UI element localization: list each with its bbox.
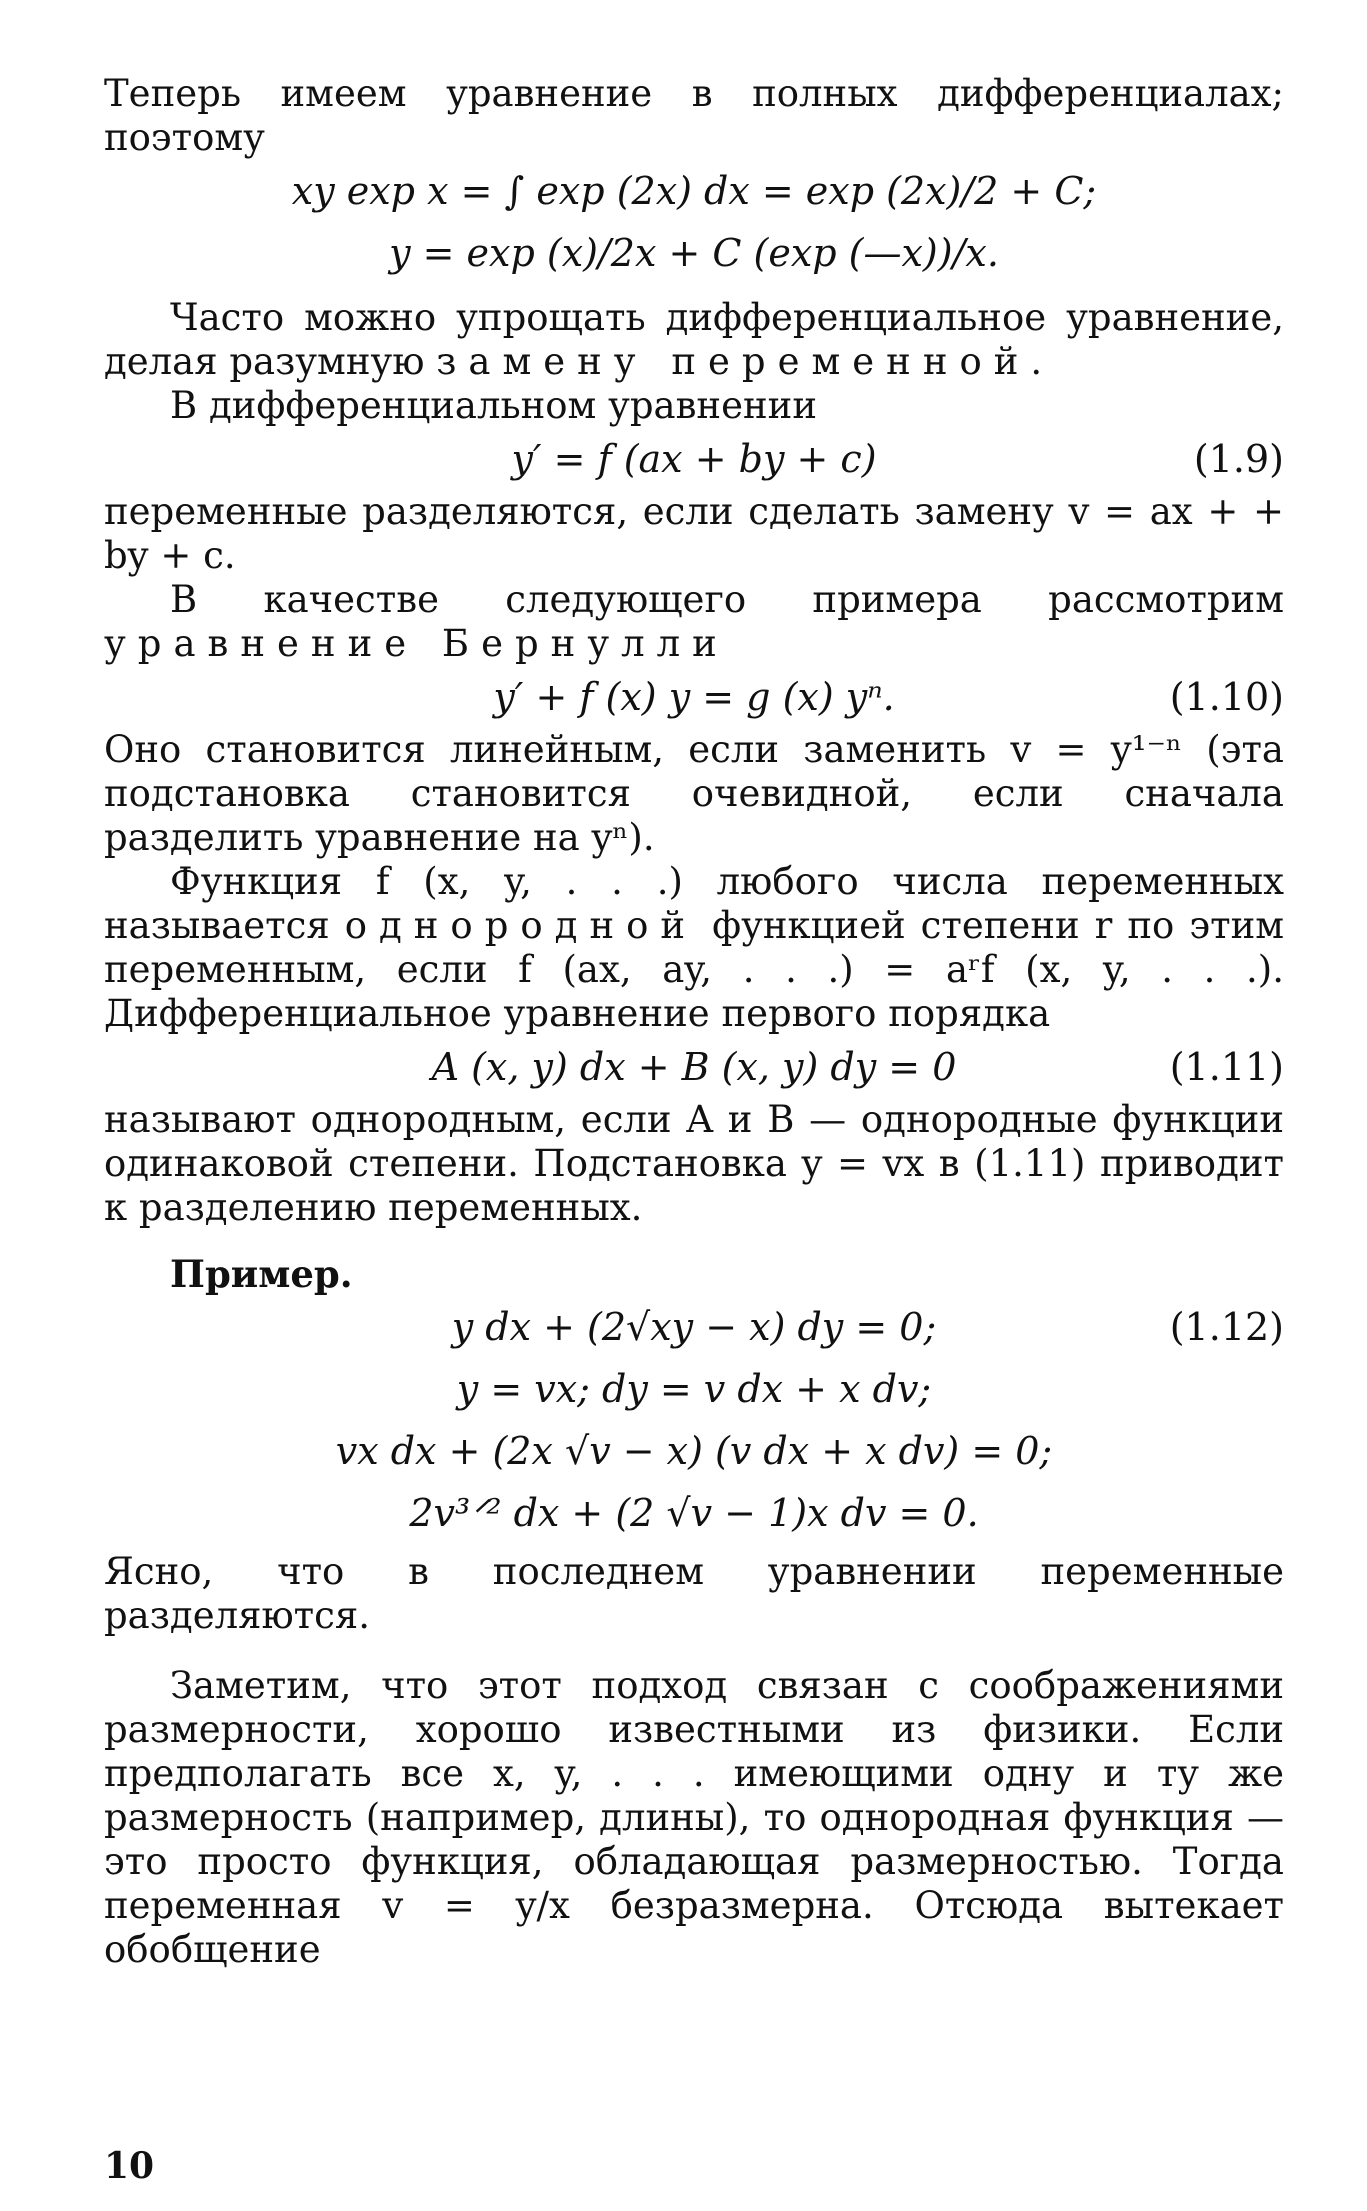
equation-number: (1.11) <box>1169 1045 1284 1089</box>
paragraph <box>104 1550 1284 1638</box>
equation <box>104 160 1284 222</box>
equation-1-9 <box>104 428 1284 490</box>
equation-text: vx dx + (2x √v − x) (v dx + x dv) = 0; <box>335 1429 1053 1473</box>
equation-number: (1.12) <box>1169 1305 1284 1349</box>
text: переменные разделяются, если сделать замену v = ax + + by + c. <box>104 490 1284 577</box>
equation-number: (1.9) <box>1193 437 1284 481</box>
equation-text: y dx + (2√xy − x) dy = 0; <box>451 1305 937 1349</box>
paragraph <box>104 1664 1284 1972</box>
page-number: 10 <box>104 2145 155 2187</box>
text: Функция f (x, y, . . .) любого числа переменных называется <box>104 860 1284 947</box>
paragraph <box>104 1098 1284 1230</box>
equation-text: y = exp (x)/2x + C (exp (—x))/x. <box>389 231 999 275</box>
equation-1-12 <box>104 1296 1284 1358</box>
paragraph <box>104 860 1284 1036</box>
page-body <box>104 72 1284 1972</box>
text-line: поэтому <box>104 116 265 159</box>
text: Ясно, что в последнем уравнении переменные разделяются. <box>104 1550 1284 1637</box>
equation-text: y = vx; dy = v dx + x dv; <box>456 1367 932 1411</box>
paragraph <box>104 490 1284 578</box>
spaced-text: замену переменной. <box>436 340 1055 383</box>
text: Заметим, что этот подход связан с соображениями размерности, хорошо известными из физики. Если предполагать все x, y, . . . имеющими одну и ту же размерность (например, длины), то однородная функция — это просто функция, обладающая размерностью. Тогда переменная v = y/x безразмерна. Отсюда вытекает обобщение <box>104 1664 1284 1971</box>
text-line: Теперь имеем уравнение в полных дифференциалах; <box>104 72 1284 115</box>
equation <box>104 222 1284 284</box>
example-heading <box>104 1252 1284 1296</box>
equation <box>104 1358 1284 1420</box>
equation-text: y′ + f (x) y = g (x) yⁿ. <box>493 675 895 719</box>
equation-number: (1.10) <box>1169 675 1284 719</box>
equation-text: y′ = f (ax + by + c) <box>511 437 877 481</box>
equation-text: xy exp x = ∫ exp (2x) dx = exp (2x)/2 + C; <box>291 169 1097 213</box>
example-label: Пример. <box>170 1252 353 1296</box>
equation-text: A (x, y) dx + B (x, y) dy = 0 <box>431 1045 957 1089</box>
paragraph <box>104 72 1284 116</box>
paragraph <box>104 578 1284 666</box>
equation-text: 2v³ᐟ² dx + (2 √v − 1)x dv = 0. <box>409 1491 979 1535</box>
spaced-text: однородной <box>344 904 698 947</box>
paragraph <box>104 384 1284 428</box>
paragraph <box>104 728 1284 860</box>
text: В качестве следующего примера рассмотрим <box>170 578 1284 621</box>
text: В дифференциальном уравнении <box>170 384 817 427</box>
paragraph <box>104 296 1284 384</box>
text: Часто можно упрощать дифференциальное уравнение, делая разумную <box>104 296 1284 383</box>
text: называют однородным, если A и B — однородные функции одинаковой степени. Подстановка y = vx в (1.11) приводит к разделению переменных. <box>104 1098 1284 1229</box>
equation-1-11 <box>104 1036 1284 1098</box>
text: функцией степени r по этим переменным, если f (ax, ay, . . .) = aʳf (x, y, . . .). Дифференциальное уравнение первого порядка <box>104 904 1285 1035</box>
text: Оно становится линейным, если заменить v = y¹⁻ⁿ (эта подстановка становится очевидной, если сначала разделить уравнение на yⁿ). <box>104 728 1284 859</box>
equation-1-10 <box>104 666 1284 728</box>
equation <box>104 1420 1284 1482</box>
paragraph <box>104 116 1284 160</box>
equation <box>104 1482 1284 1544</box>
spaced-text: уравнение Бернулли <box>104 622 729 665</box>
